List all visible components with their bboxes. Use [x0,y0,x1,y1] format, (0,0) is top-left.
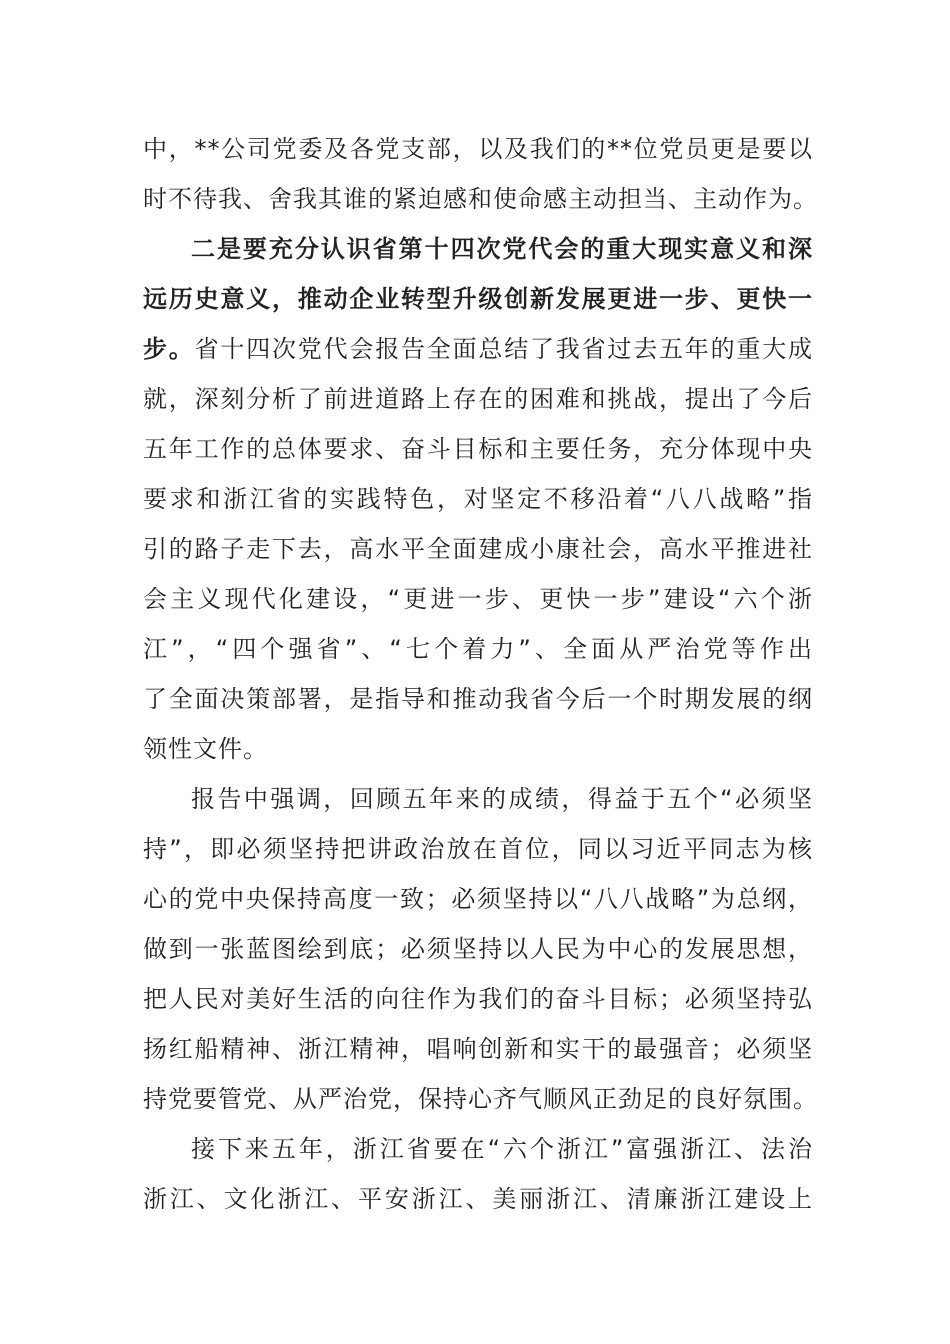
body-text: 省十四次党代会报告全面总结了我省过去五年的重大成 [194,335,814,363]
bold-heading-text: 步。 [143,335,195,363]
text-line: 心的党中央保持高度一致；必须坚持以“八八战略”为总纲， [143,885,813,913]
text-line: 持党要管党、从严治党，保持心齐气顺风正劲足的良好氛围。 [143,1085,818,1113]
text-line: 把人民对美好生活的向往作为我们的奋斗目标；必须坚持弘 [143,985,813,1013]
text-line: 江”，“四个强省”、“七个着力”、全面从严治党等作出 [143,635,813,663]
text-line: 五年工作的总体要求、奋斗目标和主要任务，充分体现中央 [143,435,813,463]
text-line: 了全面决策部署，是指导和推动我省今后一个时期发展的纲 [143,685,813,713]
text-line: 领性文件。 [143,735,268,763]
text-line: 持”，即必须坚持把讲政治放在首位，同以习近平同志为核 [143,835,813,863]
text-line [143,324,813,374]
text-line: 会主义现代化建设，“更进一步、更快一步”建设“六个浙 [143,585,813,613]
text-line: 报告中强调，回顾五年来的成绩，得益于五个“必须坚 [191,785,813,813]
text-line: 中，**公司党委及各党支部，以及我们的**位党员更是要以 [143,135,813,163]
text-line: 时不待我、舍我其谁的紧迫感和使命感主动担当、主动作为。 [143,185,818,213]
bold-heading-text: 二是要充分认识省第十四次党代会的重大现实意义和深 [191,235,813,263]
text-line: 接下来五年，浙江省要在“六个浙江”富强浙江、法治 [191,1135,813,1163]
text-line: 做到一张蓝图绘到底；必须坚持以人民为中心的发展思想， [143,935,813,963]
bold-heading-text: 远历史意义，推动企业转型升级创新发展更进一步、更快一 [143,285,813,313]
text-line: 扬红船精神、浙江精神，唱响创新和实干的最强音；必须坚 [143,1035,813,1063]
text-line: 引的路子走下去，高水平全面建成小康社会，高水平推进社 [143,535,813,563]
text-line: 就，深刻分析了前进道路上存在的困难和挑战，提出了今后 [143,385,813,413]
text-line [143,274,813,324]
document-body [143,124,818,1224]
text-line: 浙江、文化浙江、平安浙江、美丽浙江、清廉浙江建设上 [143,1185,813,1213]
text-line: 要求和浙江省的实践特色，对坚定不移沿着“八八战略”指 [143,485,813,513]
text-line [143,224,813,274]
